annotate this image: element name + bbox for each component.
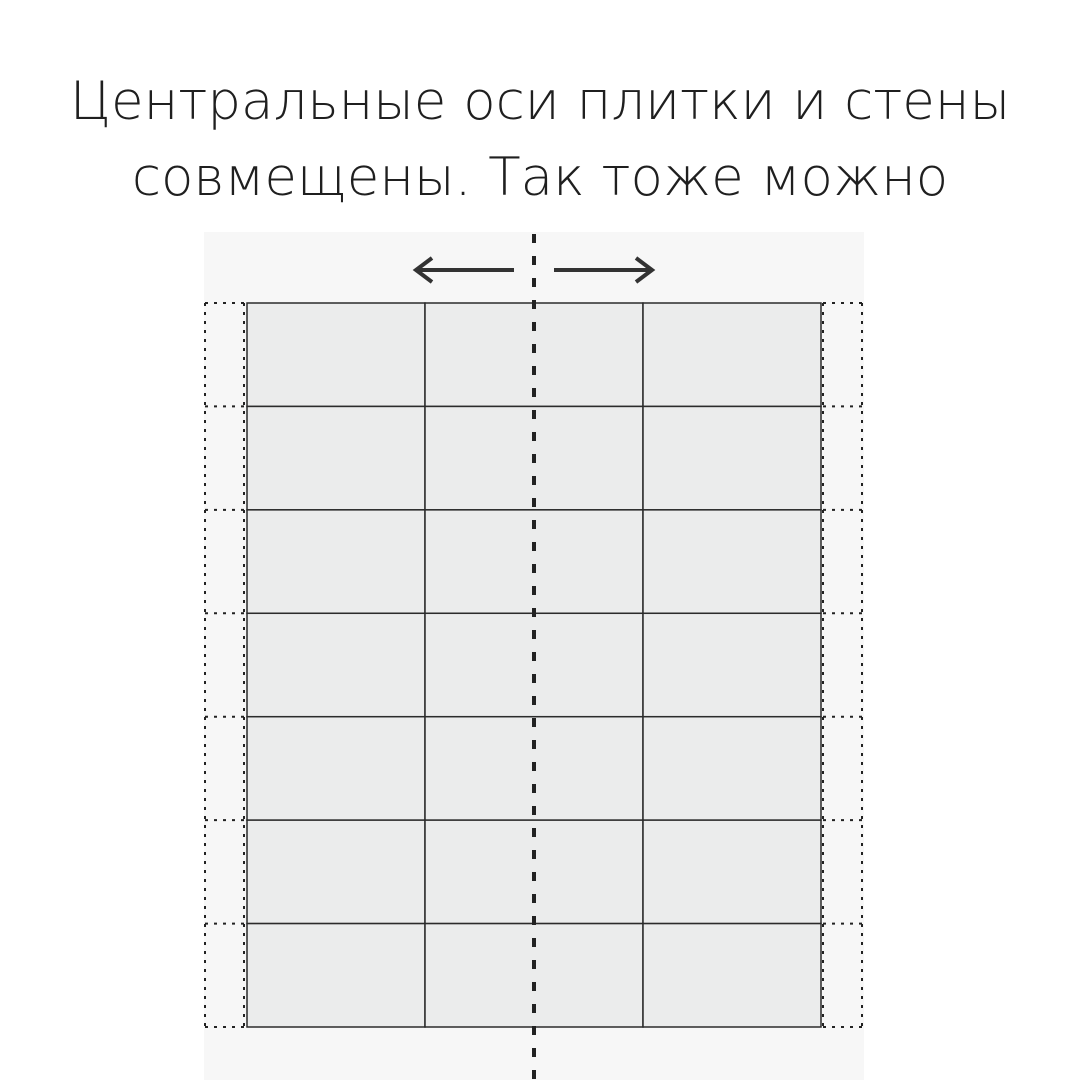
tile	[643, 820, 821, 923]
tile	[247, 924, 425, 1027]
tile	[643, 717, 821, 820]
tile	[643, 510, 821, 613]
tile	[643, 924, 821, 1027]
tile	[247, 820, 425, 923]
tile	[643, 613, 821, 716]
tile	[643, 406, 821, 509]
tile	[643, 303, 821, 406]
tile	[247, 406, 425, 509]
tile	[247, 303, 425, 406]
tile	[247, 717, 425, 820]
tile	[247, 510, 425, 613]
title-line-2: совмещены. Так тоже можно	[131, 147, 949, 208]
tile	[247, 613, 425, 716]
title-line-1: Центральные оси плитки и стены	[69, 71, 1011, 132]
